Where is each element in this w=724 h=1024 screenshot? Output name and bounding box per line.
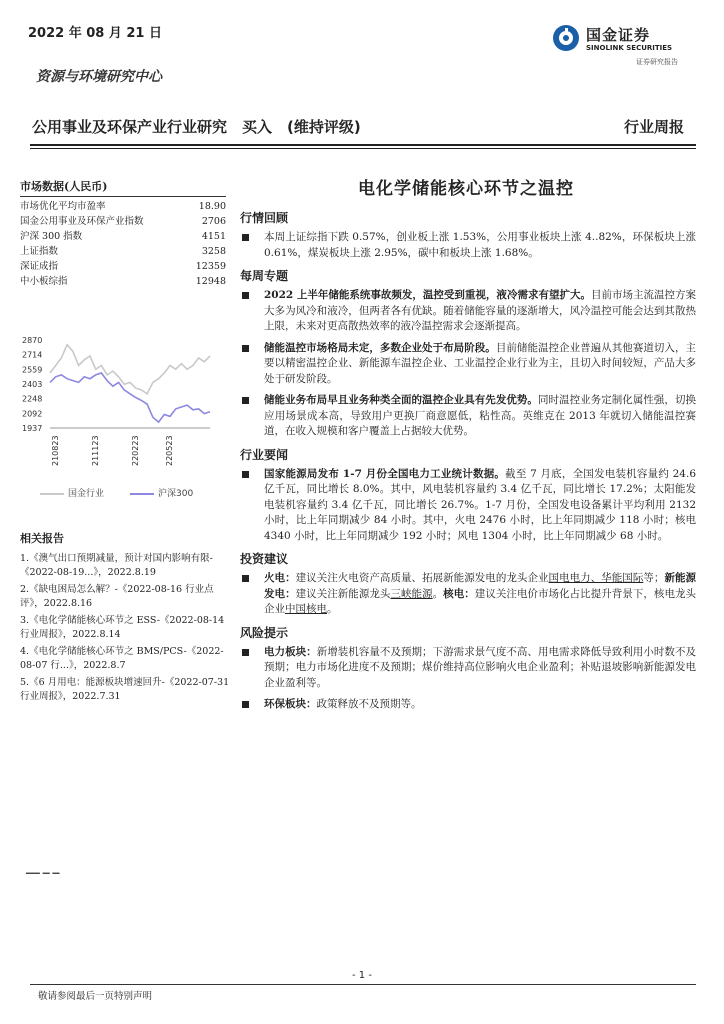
related-item[interactable]: 3.《电化学储能核心环节之 ESS-《2022-08-14 行业周报》，2022.8.14 — [20, 615, 225, 640]
market-heading: 市场数据(人民币) — [20, 178, 226, 197]
y-tick-label: 2092 — [22, 409, 43, 419]
risk-item: 环保板块：政策释放不及预期等。 — [236, 697, 696, 713]
bullet-icon — [242, 575, 249, 582]
legend-swatch-hs300 — [130, 493, 154, 495]
report-type: 行业周报 — [623, 118, 684, 136]
y-tick-label: 2403 — [22, 380, 43, 390]
header-rule — [30, 144, 696, 146]
risk-item: 电力板块：新增装机容量不及预期；下游需求景气度不高、用电需求降低导致利用小时数不及预期；电力市场化进度不及预期；煤价维持高位影响火电企业盈利；补贴退坡影响新能源发电企业盈利等。 — [236, 645, 696, 692]
topic-item: 2022 上半年储能系统事故频发，温控受到重视，液冷需求有望扩大。目前市场主流温控方案大多为风冷和液冷，但两者各有优缺。随着储能容量的逐渐增大，风冷温控可能会达到其散热上限，未来对更高散热效率的液冷温控需求会逐渐提高。 — [236, 288, 696, 335]
disclaimer: 敬请参阅最后一页特别声明 — [38, 991, 153, 1002]
logo-mark-icon — [552, 24, 580, 52]
legend-item-hs300: 沪深300 — [130, 486, 193, 499]
stock-link[interactable]: 中国核电 — [285, 603, 327, 615]
section-review: 行情回顾 — [240, 211, 289, 225]
section-investment: 投资建议 — [240, 552, 289, 566]
bullet-icon — [242, 471, 249, 478]
related-item[interactable]: 2.《缺电困局怎么解？-《2022-08-16 行业点评》，2022.8.16 — [20, 584, 214, 609]
company-logo — [552, 22, 702, 68]
related-heading: 相关报告 — [20, 532, 64, 545]
header-rule-thin — [30, 148, 696, 149]
market-data-panel — [20, 178, 226, 289]
bullet-icon — [242, 397, 249, 404]
page-number: - 1 - — [352, 970, 372, 981]
research-center: 资源与环境研究中心 — [36, 69, 162, 85]
y-tick-label: 2559 — [22, 365, 43, 375]
section-news: 行业要闻 — [240, 447, 289, 462]
market-row: 国金公用事业及环保产业指数 2706 — [20, 216, 226, 227]
logo-sub: 证券研究报告 — [636, 58, 678, 66]
investment-item: 火电：建议关注火电资产高质量、拓展新能源发电的龙头企业国电电力、华能国际等；新能源发电：建议关注新能源龙头三峡能源。核电：建议关注电价市场化占比提升背景下，核电龙头企业中国核电。 — [236, 571, 696, 618]
section-topic: 每周专题 — [240, 269, 289, 283]
footer-mark: ▔▔ ▔ ▔ — [26, 874, 60, 884]
market-row: 深证成指 12359 — [20, 261, 226, 272]
chart-legend — [40, 486, 193, 499]
industry-rating: 公用事业及环保产业行业研究 买入 (维持评级) — [32, 118, 361, 136]
series-line-hs300 — [50, 373, 210, 422]
x-tick-label: 220223 — [131, 435, 140, 466]
stock-link[interactable]: 三峡能源 — [390, 587, 433, 600]
market-row: 上证指数 3258 — [20, 246, 226, 257]
index-chart-svg — [20, 330, 226, 480]
legend-swatch-industry — [40, 493, 64, 495]
bullet-icon — [242, 701, 249, 708]
market-row: 沪深 300 指数 4151 — [20, 231, 226, 242]
y-tick-label: 2870 — [22, 336, 43, 345]
y-tick-label: 2714 — [22, 350, 43, 360]
bullet-icon — [242, 234, 249, 241]
y-tick-label: 1937 — [22, 424, 43, 433]
bullet-icon — [242, 649, 249, 656]
x-tick-label: 220523 — [165, 435, 174, 466]
news-item: 国家能源局发布 1-7 月份全国电力工业统计数据。截至 7 月底，全国发电装机容量约 24.6 亿千瓦，同比增长 8.0%。其中，风电装机容量约 3.4 亿千瓦，同比增长 17.2%；太阳能发电装机容量约 3.4 亿千瓦，同比增长 26.7%。1-7 月份，全国发电设备累计平均利用 2132 小时，比上年同期减少 84 小时。其中，火电 2476 小时，比上年同期减少 118 小时；核电 4340 小时，比上年同期减少 192 小时；风电 1304 小时，比上年同期减少 68 小时。 — [236, 467, 696, 545]
x-tick-label: 210823 — [51, 435, 60, 466]
footer-rule — [30, 984, 696, 985]
logo-cn: 国金证券 — [586, 26, 651, 44]
index-chart — [20, 330, 226, 500]
related-reports — [20, 530, 232, 707]
title-bar — [30, 112, 696, 142]
series-line-industry — [50, 345, 210, 394]
topic-item: 储能温控市场格局未定，多数企业处于布局阶段。目前储能温控企业普遍从其他赛道切入，主要以精密温控企业、新能源车温控企业、工业温控企业行业为主，且切入时间较短，产品大多处于研发阶段。 — [236, 341, 696, 388]
topic-item: 储能业务布局早且业务种类全面的温控企业具有先发优势。同时温控业务定制化属性强，切换应用场景成本高，导致用户更换厂商意愿低，粘性高。英维克在 2013 年就切入储能温控赛道，在收入规模和客户覆盖上占据较大优势。 — [236, 393, 696, 440]
logo-en: SINOLINK SECURITIES — [586, 44, 673, 52]
report-date: 2022 年 08 月 21 日 — [28, 26, 162, 41]
related-item[interactable]: 1.《澳气出口预期减量，预计对国内影响有限-《2022-08-19...》，2022.8.19 — [20, 553, 213, 578]
main-content — [236, 174, 696, 719]
bullet-icon — [242, 292, 249, 299]
bullet-icon — [242, 345, 249, 352]
market-row: 中小板综指 12948 — [20, 276, 226, 287]
x-tick-label: 211123 — [91, 435, 100, 466]
legend-item-industry: 国金行业 — [40, 486, 104, 499]
market-row: 市场优化平均市盈率 18.90 — [20, 201, 226, 212]
review-item: 本周上证综指下跌 0.57%，创业板上涨 1.53%，公用事业板块上涨 4..82%，环保板块上涨 0.61%，煤炭板块上涨 2.95%，碳中和板块上涨 1.68%。 — [236, 230, 696, 261]
stock-link[interactable]: 国电电力、华能国际 — [548, 572, 644, 584]
related-item[interactable]: 5.《6 月用电：能源板块增速回升-《2022-07-31 行业周报》，2022.7.31 — [20, 677, 230, 702]
y-tick-label: 2248 — [22, 394, 43, 404]
report-title: 电化学储能核心环节之温控 — [358, 179, 574, 199]
section-risk: 风险提示 — [240, 625, 289, 640]
related-item[interactable]: 4.《电化学储能核心环节之 BMS/PCS-《2022-08-07 行...》，2022.8.7 — [20, 646, 224, 671]
